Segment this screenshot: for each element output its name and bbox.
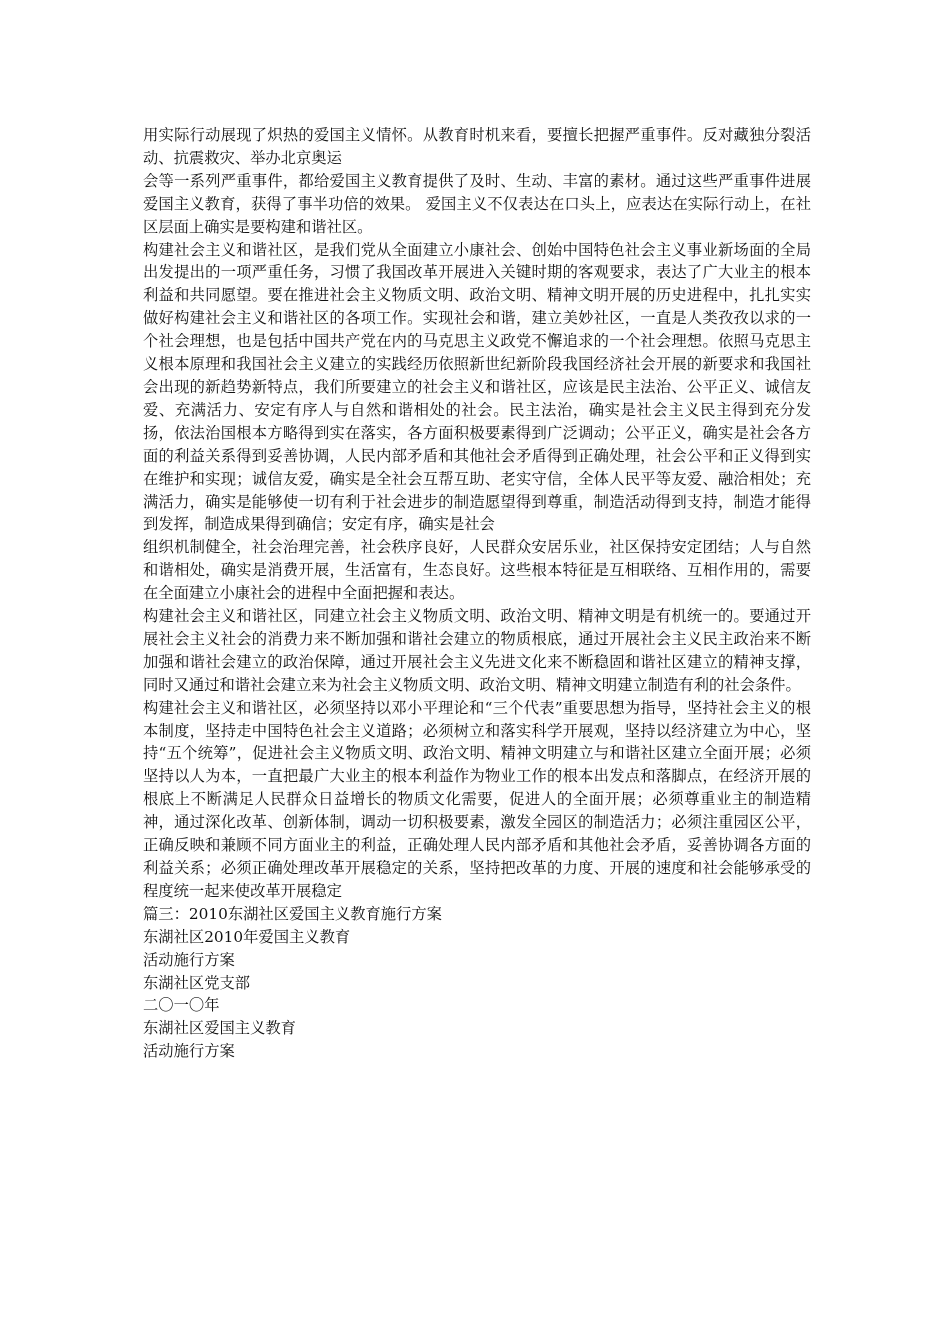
document-body <box>143 124 811 1063</box>
paragraph: 构建社会主义和谐社区，是我们党从全面建立小康社会、创始中国特色社会主义事业新场面的全局出发提出的一项严重任务，习惯了我国改革开展进入关键时期的客观要求，表达了广大业主的根本利益和共同愿望。要在推进社会主义物质文明、政治文明、精神文明开展的历史进程中，扎扎实实做好构建社会主义和谐社区的各项工作。实现社会和谐，建立美妙社区，一直是人类孜孜以求的一个社会理想，也是包括中国共产党在内的马克思主义政党不懈追求的一个社会理想。依照马克思主义根本原理和我国社会主义建立的实践经历依照新世纪新阶段我国经济社会开展的新要求和我国社会出现的新趋势新特点，我们所要建立的社会主义和谐社区，应该是民主法治、公平正义、诚信友爱、充满活力、安定有序人与自然和谐相处的社会。民主法治，确实是社会主义民主得到充分发扬，依法治国根本方略得到实在落实，各方面积极要素得到广泛调动；公平正义，确实是社会各方面的利益关系得到妥善协调，人民内部矛盾和其他社会矛盾得到正确处理，社会公平和正义得到实在维护和实现；诚信友爱，确实是全社会互帮互助、老实守信，全体人民平等友爱、融洽相处；充满活力，确实是能够使一切有利于社会进步的制造愿望得到尊重，制造活动得到支持，制造才能得到发挥，制造成果得到确信；安定有序，确实是社会 <box>143 240 811 534</box>
title-line: 东湖社区2010年爱国主义教育 <box>143 927 351 946</box>
paragraph: 用实际行动展现了炽热的爱国主义情怀。从教育时机来看，要擅长把握严重事件。反对藏独分裂活动、抗震救灾、举办北京奥运 <box>143 126 811 167</box>
paragraph: 构建社会主义和谐社区，同建立社会主义物质文明、政治文明、精神文明是有机统一的。要通过开展社会主义社会的消费力来不断加强和谐社会建立的物质根底，通过开展社会主义民主政治来不断加强和谐社会建立的政治保障，通过开展社会主义先进文化来不断稳固和谐社区建立的精神支撑，同时又通过和谐社会建立来为社会主义物质文明、政治文明、精神文明建立制造有利的社会条件。 <box>143 607 811 694</box>
title-line: 东湖社区爱国主义教育 <box>143 1019 296 1038</box>
section-heading: 篇三：2010东湖社区爱国主义教育施行方案 <box>143 904 442 923</box>
title-line: 活动施行方案 <box>143 950 235 969</box>
title-line: 活动施行方案 <box>143 1042 235 1061</box>
paragraph: 构建社会主义和谐社区，必须坚持以邓小平理论和“三个代表”重要思想为指导，坚持社会主义的根本制度，坚持走中国特色社会主义道路；必须树立和落实科学开展观，坚持以经济建立为中心，坚持“五个统筹”，促进社会主义物质文明、政治文明、精神文明建立与和谐社区建立全面开展；必须坚持以人为本，一直把最广大业主的根本利益作为物业工作的根本出发点和落脚点，在经济开展的根底上不断满足人民群众日益增长的物质文化需要，促进人的全面开展；必须尊重业主的制造精神，通过深化改革、创新体制，调动一切积极要素，激发全园区的制造活力；必须注重园区公平，正确反映和兼顾不同方面业主的利益，正确处理人民内部矛盾和其他社会矛盾，妥善协调各方面的利益关系；必须正确处理改革开展稳定的关系，坚持把改革的力度、开展的速度和社会能够承受的程度统一起来使改革开展稳定 <box>143 698 811 900</box>
paragraph: 会等一系列严重事件，都给爱国主义教育提供了及时、生动、丰富的素材。通过这些严重事件进展爱国主义教育，获得了事半功倍的效果。 爱国主义不仅表达在口头上，应表达在实际行动上，在社区层面上确实是要构建和谐社区。 <box>143 171 811 236</box>
paragraph: 组织机制健全，社会治理完善，社会秩序良好，人民群众安居乐业，社区保持安定团结；人与自然和谐相处，确实是消费开展，生活富有，生态良好。这些根本特征是互相联络、互相作用的，需要在全面建立小康社会的进程中全面把握和表达。 <box>143 538 811 603</box>
date-line: 二〇一〇年 <box>143 996 220 1015</box>
organization-line: 东湖社区党支部 <box>143 973 251 992</box>
